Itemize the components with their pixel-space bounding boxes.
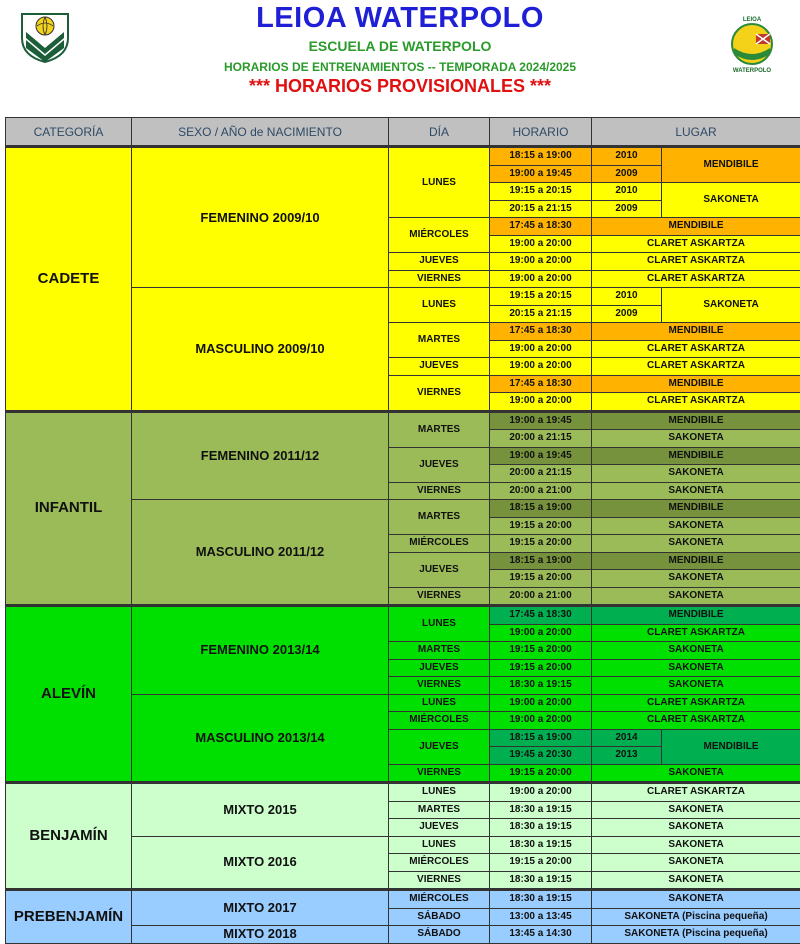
time-cell: 19:15 a 20:15	[490, 183, 592, 201]
day-cell: VIERNES	[389, 375, 490, 411]
group-infantil-femenino: FEMENINO 2011/12	[132, 411, 389, 500]
time-cell: 18:15 a 19:00	[490, 147, 592, 166]
place-cell: SAKONETA	[592, 642, 800, 660]
group-alevin-masculino: MASCULINO 2013/14	[132, 694, 389, 783]
place-cell: CLARET ASKARTZA	[592, 358, 800, 376]
time-cell: 18:30 a 19:15	[490, 890, 592, 909]
place-cell: SAKONETA	[592, 890, 800, 909]
year-cell: 2010	[592, 147, 662, 166]
day-cell: VIERNES	[389, 677, 490, 695]
provisional-notice: *** HORARIOS PROVISIONALES ***	[0, 76, 800, 97]
time-cell: 20:00 a 21:00	[490, 482, 592, 500]
time-cell: 19:15 a 20:00	[490, 535, 592, 553]
time-cell: 19:00 a 19:45	[490, 447, 592, 465]
col-header-time: HORARIO	[490, 118, 592, 147]
day-cell: JUEVES	[389, 729, 490, 764]
place-cell: SAKONETA (Piscina pequeña)	[592, 908, 800, 926]
time-cell: 20:15 a 21:15	[490, 200, 592, 218]
time-cell: 19:00 a 19:45	[490, 165, 592, 183]
time-cell: 19:00 a 20:00	[490, 694, 592, 712]
category-cadete: CADETE	[6, 147, 132, 412]
time-cell: 17:45 a 18:30	[490, 375, 592, 393]
place-cell: SAKONETA	[592, 570, 800, 588]
time-cell: 13:45 a 14:30	[490, 926, 592, 944]
time-cell: 18:30 a 19:15	[490, 677, 592, 695]
place-cell: SAKONETA	[592, 677, 800, 695]
group-benjamin-2016: MIXTO 2016	[132, 836, 389, 890]
table-row	[6, 147, 800, 166]
time-cell: 19:15 a 20:00	[490, 659, 592, 677]
place-cell: SAKONETA	[592, 482, 800, 500]
place-cell: CLARET ASKARTZA	[592, 253, 800, 271]
day-cell: VIERNES	[389, 764, 490, 783]
day-cell: LUNES	[389, 836, 490, 854]
year-cell: 2009	[592, 165, 662, 183]
logo-text-top: LEIOA	[743, 17, 762, 23]
place-cell: MENDIBILE	[592, 552, 800, 570]
place-cell: CLARET ASKARTZA	[592, 270, 800, 288]
place-cell: SAKONETA	[592, 854, 800, 872]
day-cell: JUEVES	[389, 659, 490, 677]
day-cell: MARTES	[389, 801, 490, 819]
table-row	[6, 606, 800, 625]
time-cell: 19:00 a 20:00	[490, 340, 592, 358]
place-cell: SAKONETA	[592, 517, 800, 535]
year-cell: 2009	[592, 200, 662, 218]
day-cell: MARTES	[389, 642, 490, 660]
training-schedule-table	[5, 117, 800, 944]
day-cell: LUNES	[389, 606, 490, 642]
group-prebenjamin-2018: MIXTO 2018	[132, 926, 389, 944]
place-cell: MENDIBILE	[592, 375, 800, 393]
club-crest-logo-icon	[726, 14, 778, 74]
place-cell: SAKONETA	[592, 871, 800, 890]
time-cell: 19:00 a 20:00	[490, 358, 592, 376]
day-cell: VIERNES	[389, 482, 490, 500]
place-cell: SAKONETA	[662, 288, 800, 323]
time-cell: 18:30 a 19:15	[490, 871, 592, 890]
year-cell: 2014	[592, 729, 662, 747]
day-cell: MARTES	[389, 411, 490, 447]
day-cell: MIÉRCOLES	[389, 854, 490, 872]
place-cell: MENDIBILE	[662, 147, 800, 183]
page-title: LEIOA WATERPOLO	[0, 2, 800, 35]
day-cell: MIÉRCOLES	[389, 218, 490, 253]
day-cell: LUNES	[389, 147, 490, 218]
year-cell: 2010	[592, 288, 662, 306]
day-cell: JUEVES	[389, 447, 490, 482]
day-cell: VIERNES	[389, 587, 490, 606]
place-cell: MENDIBILE	[592, 218, 800, 236]
place-cell: SAKONETA	[592, 836, 800, 854]
place-cell: MENDIBILE	[592, 323, 800, 341]
place-cell: MENDIBILE	[592, 411, 800, 430]
category-alevin: ALEVÍN	[6, 606, 132, 783]
header	[0, 0, 800, 112]
time-cell: 18:15 a 19:00	[490, 729, 592, 747]
day-cell: MIÉRCOLES	[389, 890, 490, 909]
day-cell: JUEVES	[389, 552, 490, 587]
day-cell: JUEVES	[389, 819, 490, 837]
place-cell: CLARET ASKARTZA	[592, 712, 800, 730]
time-cell: 17:45 a 18:30	[490, 218, 592, 236]
place-cell: MENDIBILE	[592, 606, 800, 625]
col-header-category: CATEGORÍA	[6, 118, 132, 147]
category-prebenjamin: PREBENJAMÍN	[6, 890, 132, 944]
col-header-sex-year: SEXO / AÑO de NACIMIENTO	[132, 118, 389, 147]
group-prebenjamin-2017: MIXTO 2017	[132, 890, 389, 926]
place-cell: SAKONETA	[592, 819, 800, 837]
place-cell: MENDIBILE	[662, 729, 800, 764]
time-cell: 18:15 a 19:00	[490, 552, 592, 570]
place-cell: MENDIBILE	[592, 447, 800, 465]
time-cell: 18:30 a 19:15	[490, 801, 592, 819]
day-cell: VIERNES	[389, 871, 490, 890]
time-cell: 19:15 a 20:00	[490, 517, 592, 535]
time-cell: 19:15 a 20:00	[490, 854, 592, 872]
day-cell: SÁBADO	[389, 908, 490, 926]
time-cell: 19:00 a 20:00	[490, 783, 592, 802]
time-cell: 18:30 a 19:15	[490, 836, 592, 854]
day-cell: MIÉRCOLES	[389, 712, 490, 730]
year-cell: 2010	[592, 183, 662, 201]
time-cell: 18:15 a 19:00	[490, 500, 592, 518]
group-alevin-femenino: FEMENINO 2013/14	[132, 606, 389, 695]
time-cell: 18:30 a 19:15	[490, 819, 592, 837]
table-header-row	[6, 118, 800, 147]
col-header-day: DÍA	[389, 118, 490, 147]
day-cell: MIÉRCOLES	[389, 535, 490, 553]
day-cell: LUNES	[389, 783, 490, 802]
time-cell: 19:00 a 20:00	[490, 235, 592, 253]
table-row	[6, 783, 800, 802]
category-infantil: INFANTIL	[6, 411, 132, 606]
time-cell: 19:00 a 20:00	[490, 624, 592, 642]
school-subtitle: ESCUELA DE WATERPOLO	[0, 38, 800, 54]
place-cell: CLARET ASKARTZA	[592, 783, 800, 802]
day-cell: JUEVES	[389, 358, 490, 376]
time-cell: 19:00 a 19:45	[490, 411, 592, 430]
time-cell: 20:00 a 21:15	[490, 465, 592, 483]
place-cell: SAKONETA	[592, 587, 800, 606]
time-cell: 19:00 a 20:00	[490, 270, 592, 288]
time-cell: 13:00 a 13:45	[490, 908, 592, 926]
time-cell: 17:45 a 18:30	[490, 323, 592, 341]
place-cell: CLARET ASKARTZA	[592, 393, 800, 412]
place-cell: SAKONETA	[592, 659, 800, 677]
group-cadete-masculino: MASCULINO 2009/10	[132, 288, 389, 412]
table-row	[6, 890, 800, 909]
col-header-place: LUGAR	[592, 118, 800, 147]
place-cell: SAKONETA	[592, 764, 800, 783]
place-cell: SAKONETA	[662, 183, 800, 218]
place-cell: SAKONETA	[592, 535, 800, 553]
day-cell: SÁBADO	[389, 926, 490, 944]
group-infantil-masculino: MASCULINO 2011/12	[132, 500, 389, 606]
place-cell: SAKONETA	[592, 801, 800, 819]
time-cell: 19:00 a 20:00	[490, 253, 592, 271]
day-cell: LUNES	[389, 288, 490, 323]
time-cell: 20:15 a 21:15	[490, 305, 592, 323]
time-cell: 19:15 a 20:00	[490, 570, 592, 588]
place-cell: SAKONETA (Piscina pequeña)	[592, 926, 800, 944]
group-benjamin-2015: MIXTO 2015	[132, 783, 389, 837]
time-cell: 19:15 a 20:15	[490, 288, 592, 306]
season-subtitle: HORARIOS DE ENTRENAMIENTOS -- TEMPORADA 2024/2025	[0, 60, 800, 74]
day-cell: MARTES	[389, 500, 490, 535]
time-cell: 20:00 a 21:15	[490, 430, 592, 448]
time-cell: 19:00 a 20:00	[490, 712, 592, 730]
place-cell: SAKONETA	[592, 465, 800, 483]
place-cell: CLARET ASKARTZA	[592, 340, 800, 358]
category-benjamin: BENJAMÍN	[6, 783, 132, 890]
time-cell: 20:00 a 21:00	[490, 587, 592, 606]
year-cell: 2009	[592, 305, 662, 323]
table-row	[6, 411, 800, 430]
time-cell: 19:45 a 20:30	[490, 747, 592, 765]
day-cell: VIERNES	[389, 270, 490, 288]
place-cell: CLARET ASKARTZA	[592, 235, 800, 253]
day-cell: JUEVES	[389, 253, 490, 271]
day-cell: MARTES	[389, 323, 490, 358]
logo-text-bottom: WATERPOLO	[733, 68, 772, 74]
year-cell: 2013	[592, 747, 662, 765]
time-cell: 19:00 a 20:00	[490, 393, 592, 412]
time-cell: 19:15 a 20:00	[490, 764, 592, 783]
place-cell: CLARET ASKARTZA	[592, 624, 800, 642]
day-cell: LUNES	[389, 694, 490, 712]
place-cell: SAKONETA	[592, 430, 800, 448]
group-cadete-femenino: FEMENINO 2009/10	[132, 147, 389, 288]
time-cell: 19:15 a 20:00	[490, 642, 592, 660]
place-cell: CLARET ASKARTZA	[592, 694, 800, 712]
place-cell: MENDIBILE	[592, 500, 800, 518]
time-cell: 17:45 a 18:30	[490, 606, 592, 625]
